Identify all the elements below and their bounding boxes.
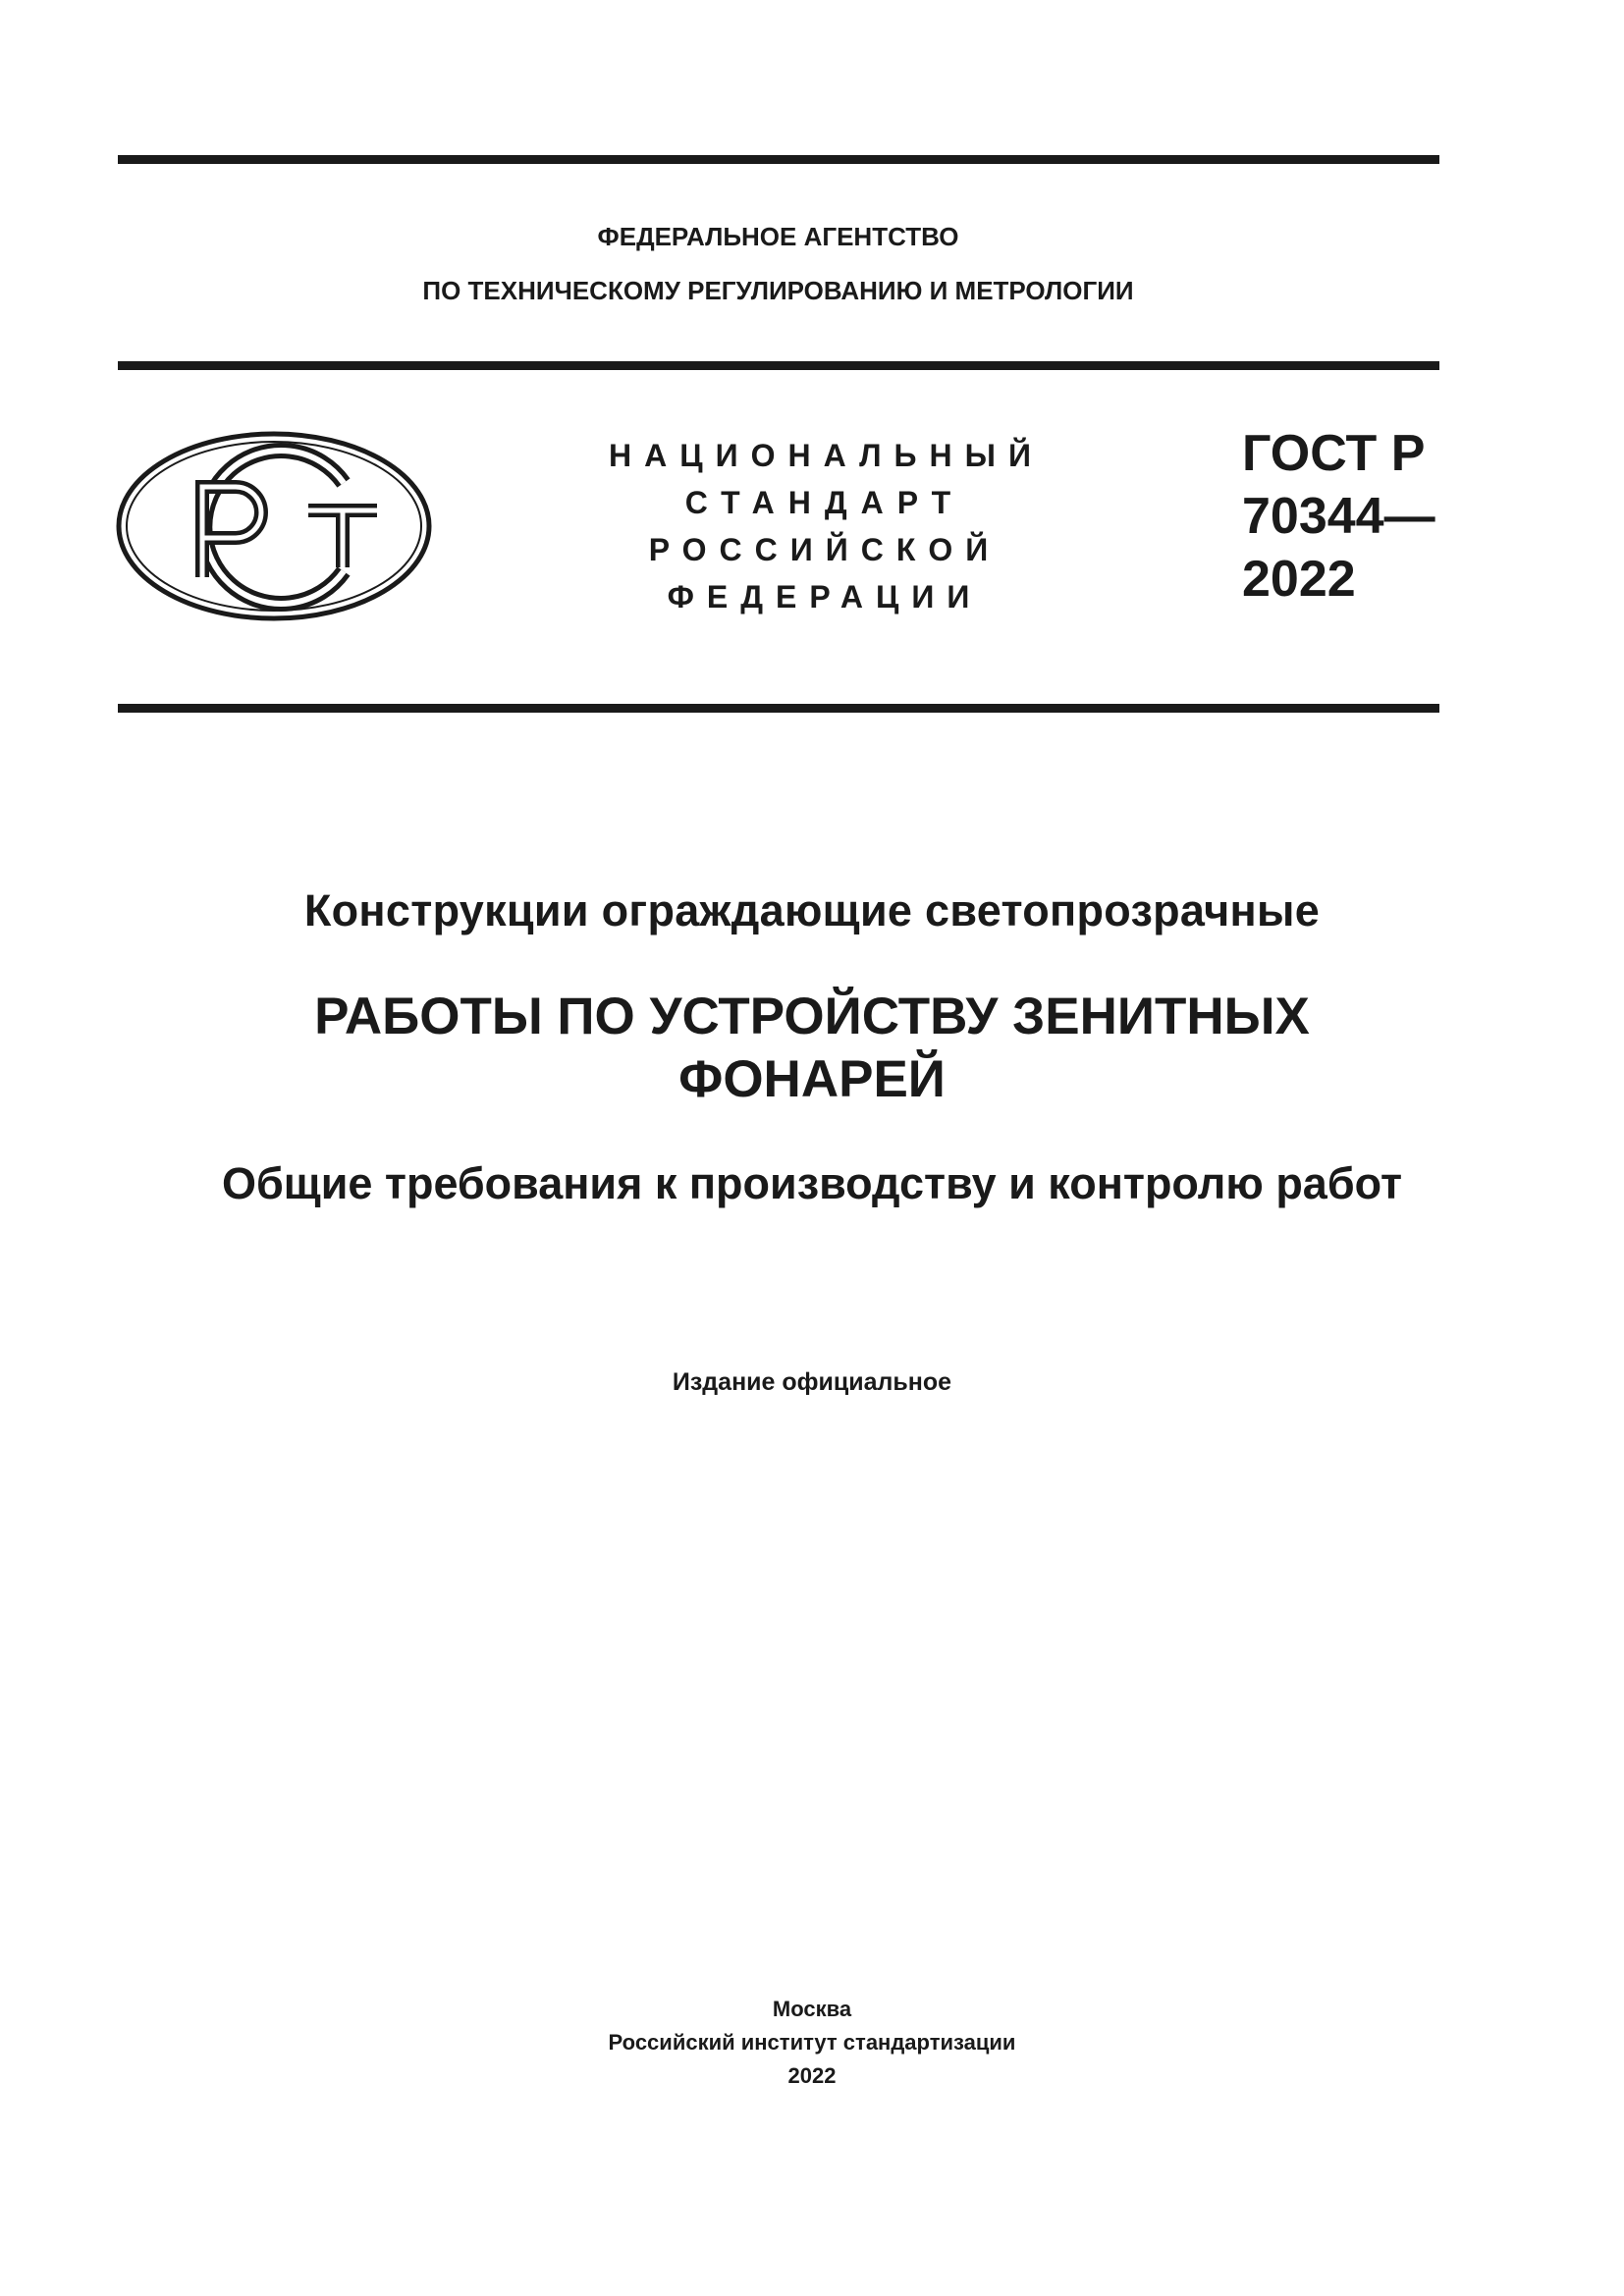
main-title-line-2: ФОНАРЕЙ bbox=[678, 1050, 946, 1108]
top-rule bbox=[118, 155, 1439, 164]
national-line-2: СТАНДАРТ bbox=[684, 485, 965, 520]
main-title-line-1: РАБОТЫ ПО УСТРОЙСТВУ ЗЕНИТНЫХ bbox=[314, 988, 1310, 1045]
document-subtitle: Общие требования к производству и контролю работ bbox=[221, 1158, 1403, 1208]
imprint-city: Москва bbox=[772, 1997, 852, 2021]
national-line-1: НАЦИОНАЛЬНЫЙ bbox=[609, 438, 1044, 473]
gost-line-1: ГОСТ Р bbox=[1242, 425, 1426, 482]
national-line-4: ФЕДЕРАЦИИ bbox=[667, 579, 983, 614]
agency-bottom-rule bbox=[118, 361, 1439, 370]
document-main-title bbox=[0, 986, 1624, 1111]
imprint-publisher: Российский институт стандартизации bbox=[608, 2030, 1016, 2055]
header-bottom-rule bbox=[118, 704, 1439, 713]
imprint-year: 2022 bbox=[787, 2063, 837, 2088]
agency-line-2: ПО ТЕХНИЧЕСКОМУ РЕГУЛИРОВАНИЮ И МЕТРОЛОГИИ bbox=[422, 276, 1134, 305]
national-line-3: РОССИЙСКОЙ bbox=[648, 532, 1001, 567]
national-standard-block bbox=[609, 432, 1044, 620]
gost-line-2: 70344— bbox=[1242, 488, 1435, 545]
document-category-title: Конструкции ограждающие светопрозрачные bbox=[303, 885, 1321, 935]
agency-line-1: ФЕДЕРАЛЬНОЕ АГЕНТСТВО bbox=[597, 222, 959, 251]
imprint bbox=[0, 1993, 1624, 2093]
rst-certification-mark-icon bbox=[116, 430, 432, 622]
gost-designation bbox=[1242, 422, 1435, 611]
gost-line-3: 2022 bbox=[1242, 551, 1356, 608]
edition-label: Издание официальное bbox=[672, 1368, 952, 1396]
